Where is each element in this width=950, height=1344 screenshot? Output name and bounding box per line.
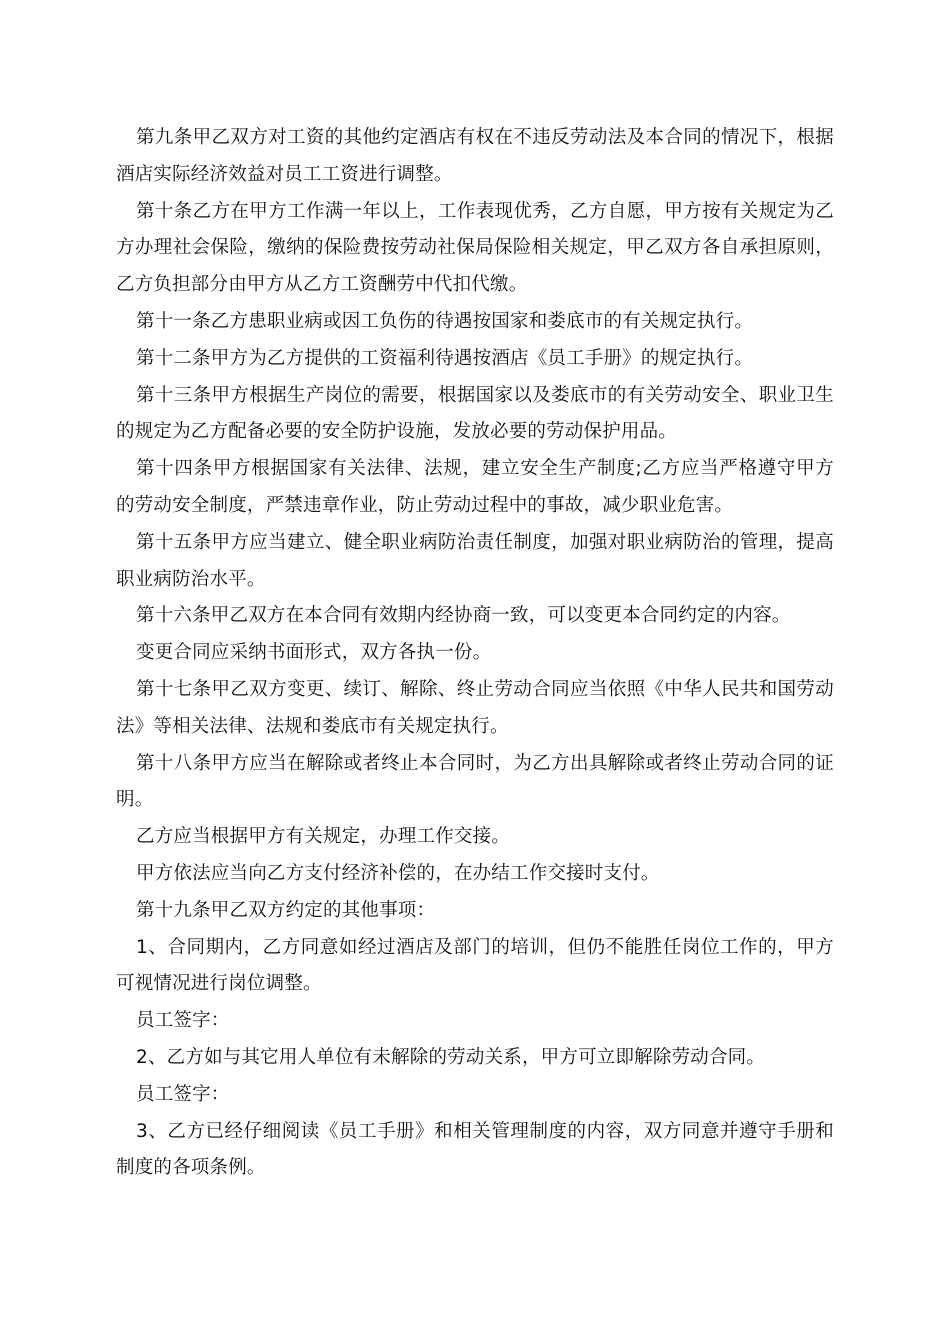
paragraph-article-14: 第十四条甲方根据国家有关法律、法规，建立安全生产制度;乙方应当严格遵守甲方的劳动安全制度，严禁违章作业，防止劳动过程中的事故，减少职业危害。	[116, 458, 834, 516]
paragraph-handover: 乙方应当根据甲方有关规定，办理工作交接。	[136, 826, 511, 848]
paragraph-article-19: 第十九条甲乙双方约定的其他事项：	[136, 899, 436, 921]
paragraph-item-2: 2、乙方如与其它用人单位有未解除的劳动关系，甲方可立即解除劳动合同。	[136, 1046, 766, 1068]
paragraph-article-15: 第十五条甲方应当建立、健全职业病防治责任制度，加强对职业病防治的管理，提高职业病防治水平。	[116, 531, 834, 590]
paragraph-article-12: 第十二条甲方为乙方提供的工资福利待遇按酒店《员工手册》的规定执行。	[136, 347, 754, 369]
paragraph-item-3: 3、乙方已经仔细阅读《员工手册》和相关管理制度的内容，双方同意并遵守手册和制度的各项条例。	[116, 1120, 834, 1179]
paragraph-article-18: 第十八条甲方应当在解除或者终止本合同时，为乙方出具解除或者终止劳动合同的证明。	[116, 752, 834, 811]
paragraph-article-17: 第十七条甲乙双方变更、续订、解除、终止劳动合同应当依照《中华人民共和国劳动法》等相关法律、法规和娄底市有关规定执行。	[116, 678, 834, 737]
employee-signature-label-2: 员工签字：	[136, 1083, 230, 1105]
paragraph-article-13: 第十三条甲方根据生产岗位的需要，根据国家以及娄底市的有关劳动安全、职业卫生的规定为乙方配备必要的安全防护设施，发放必要的劳动保护用品。	[116, 384, 834, 443]
document-body	[116, 120, 834, 1187]
paragraph-compensation: 甲方依法应当向乙方支付经济补偿的，在办结工作交接时支付。	[136, 862, 660, 884]
paragraph-item-1: 1、合同期内，乙方同意如经过酒店及部门的培训，但仍不能胜任岗位工作的，甲方可视情况进行岗位调整。	[116, 936, 834, 995]
paragraph-article-10: 第十条乙方在甲方工作满一年以上，工作表现优秀，乙方自愿，甲方按有关规定为乙方办理社会保险，缴纳的保险费按劳动社保局保险相关规定，甲乙双方各自承担原则，乙方负担部分由甲方从乙方工资酬劳中代扣代缴。	[116, 200, 834, 296]
paragraph-article-11: 第十一条乙方患职业病或因工负伤的待遇按国家和娄底市的有关规定执行。	[136, 310, 754, 332]
paragraph-contract-change-form: 变更合同应采纳书面形式，双方各执一份。	[136, 642, 492, 664]
paragraph-article-16: 第十六条甲乙双方在本合同有效期内经协商一致，可以变更本合同约定的内容。	[136, 605, 791, 627]
employee-signature-label-1: 员工签字：	[136, 1010, 230, 1032]
paragraph-article-9: 第九条甲乙双方对工资的其他约定酒店有权在不违反劳动法及本合同的情况下，根据酒店实际经济效益对员工工资进行调整。	[116, 127, 834, 185]
